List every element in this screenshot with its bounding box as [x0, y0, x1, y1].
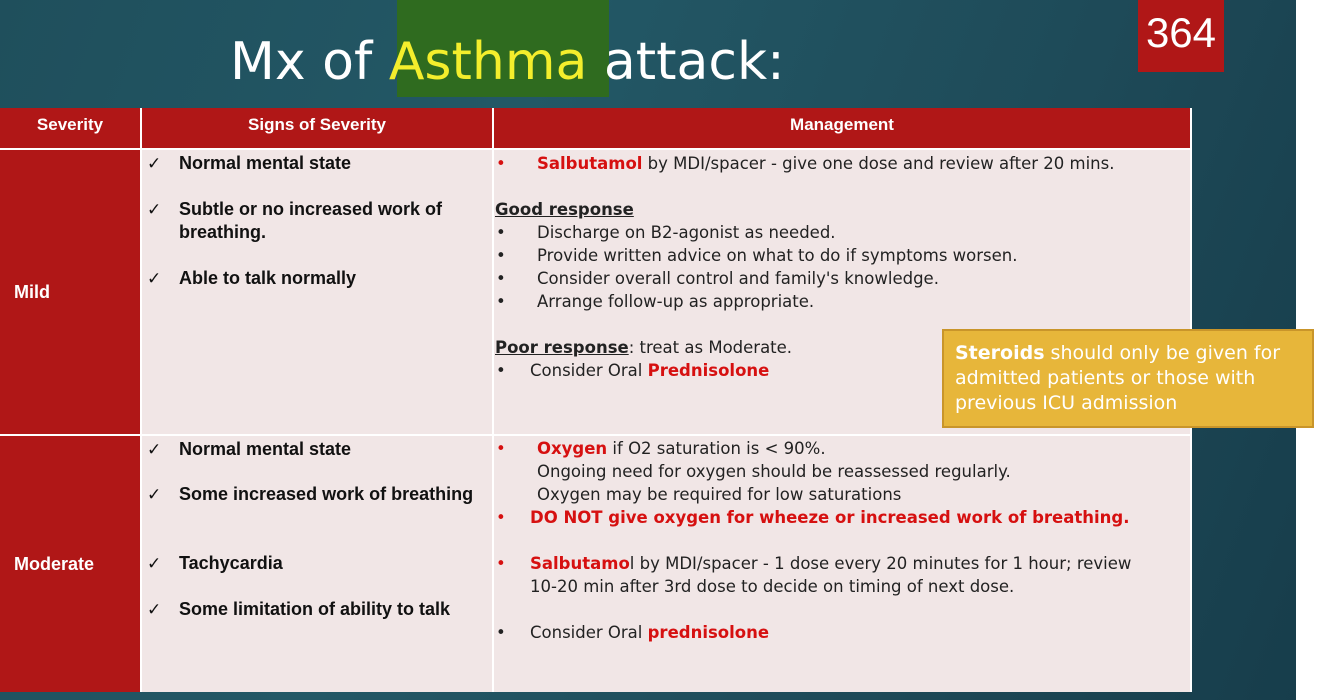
bullet-icon: •: [496, 246, 506, 265]
sign-text: Some increased work of breathing: [179, 484, 474, 504]
bullet-icon: •: [496, 223, 506, 242]
management-moderate: • Oxygen if O2 saturation is < 90%. Ongoing need for oxygen should be reassessed regularly. Oxygen may be required for low saturations • DO NOT give oxygen for wheeze or increased work of breathing. • Salbutamol by MDI/spacer - 1 dose every 20 minutes for 1 hour; review 10-20 min after 3rd dose to decide on timing of next dose. • Consider Oral prednisolone: [494, 434, 1192, 692]
sign-text: Able to talk normally: [179, 268, 357, 288]
management-mild: • Salbutamol by MDI/spacer - give one dose and review after 20 mins. Good response • Discharge on B2-agonist as needed. • Provide written advice on what to do if symptoms worsen. • Consider overall control and family's knowledge. • Arrange follow-up as appropriate. Poor response: treat as Moderate. • Consider Oral Prednisolone: [494, 148, 1192, 434]
drug-name: Salbutamol: [537, 154, 643, 173]
bullet-icon: •: [496, 508, 506, 527]
title-suffix: attack:: [587, 32, 785, 92]
check-icon: ✓: [147, 554, 162, 573]
sign-text: Tachycardia: [179, 553, 283, 573]
bullet-icon: •: [496, 623, 506, 642]
check-icon: ✓: [147, 200, 162, 219]
salbutamol-note: 10-20 min after 3rd dose to decide on timing of next dose.: [530, 577, 1015, 596]
severity-moderate-label: Moderate: [14, 553, 95, 574]
management-text: l by MDI/spacer - 1 dose every 20 minutes for 1 hour; review: [629, 554, 1132, 573]
check-icon: ✓: [147, 154, 162, 173]
sign-text: Normal mental state: [179, 153, 352, 173]
callout-bold: Steroids: [955, 342, 1045, 364]
drug-name: Prednisolone: [647, 361, 770, 380]
good-response-heading: Good response: [495, 200, 634, 219]
title-highlight-word: Asthma: [388, 32, 588, 92]
bullet-icon: •: [496, 439, 506, 458]
poor-response-heading: Poor response: [495, 338, 629, 357]
management-text: : treat as Moderate.: [628, 338, 793, 357]
severity-mild: [0, 148, 142, 434]
check-icon: ✓: [147, 600, 162, 619]
bullet-icon: •: [496, 154, 506, 173]
bullet-icon: •: [496, 269, 506, 288]
signs-mild: [142, 148, 494, 434]
severity-mild-label: Mild: [14, 281, 50, 302]
header-signs: Signs of Severity: [142, 108, 494, 148]
sign-text: Normal mental state: [179, 439, 352, 459]
title-prefix: Mx of: [230, 32, 389, 92]
management-text: by MDI/spacer - give one dose and review after 20 mins.: [642, 154, 1115, 173]
header-management: Management: [494, 108, 1192, 148]
drug-name: Oxygen: [537, 439, 608, 458]
management-text: Consider Oral: [530, 623, 648, 642]
check-icon: ✓: [147, 440, 162, 459]
bullet-icon: •: [496, 554, 506, 573]
callout-text: should only be given for admitted patients or those with previous ICU admission: [955, 342, 1281, 414]
check-icon: ✓: [147, 485, 162, 504]
oxygen-note: Oxygen may be required for low saturations: [537, 485, 902, 504]
sign-text: Some limitation of ability to talk: [179, 599, 451, 619]
check-icon: ✓: [147, 269, 162, 288]
bullet-icon: •: [496, 361, 506, 380]
bullet-icon: •: [496, 292, 506, 311]
steroid-callout: [942, 329, 1314, 428]
signs-moderate: [142, 434, 494, 692]
severity-moderate: [0, 434, 142, 692]
drug-name: Salbutamo: [530, 554, 630, 573]
sign-text: Subtle or no increased work of breathing.: [179, 199, 443, 242]
oxygen-note: Ongoing need for oxygen should be reassessed regularly.: [537, 462, 1011, 481]
management-text: if O2 saturation is < 90%.: [607, 439, 826, 458]
management-text: Consider Oral: [530, 361, 648, 380]
header-severity: Severity: [0, 108, 142, 148]
page-number-badge: 364: [1138, 0, 1224, 72]
drug-name: prednisolone: [647, 623, 770, 642]
slide-title: [230, 22, 785, 102]
